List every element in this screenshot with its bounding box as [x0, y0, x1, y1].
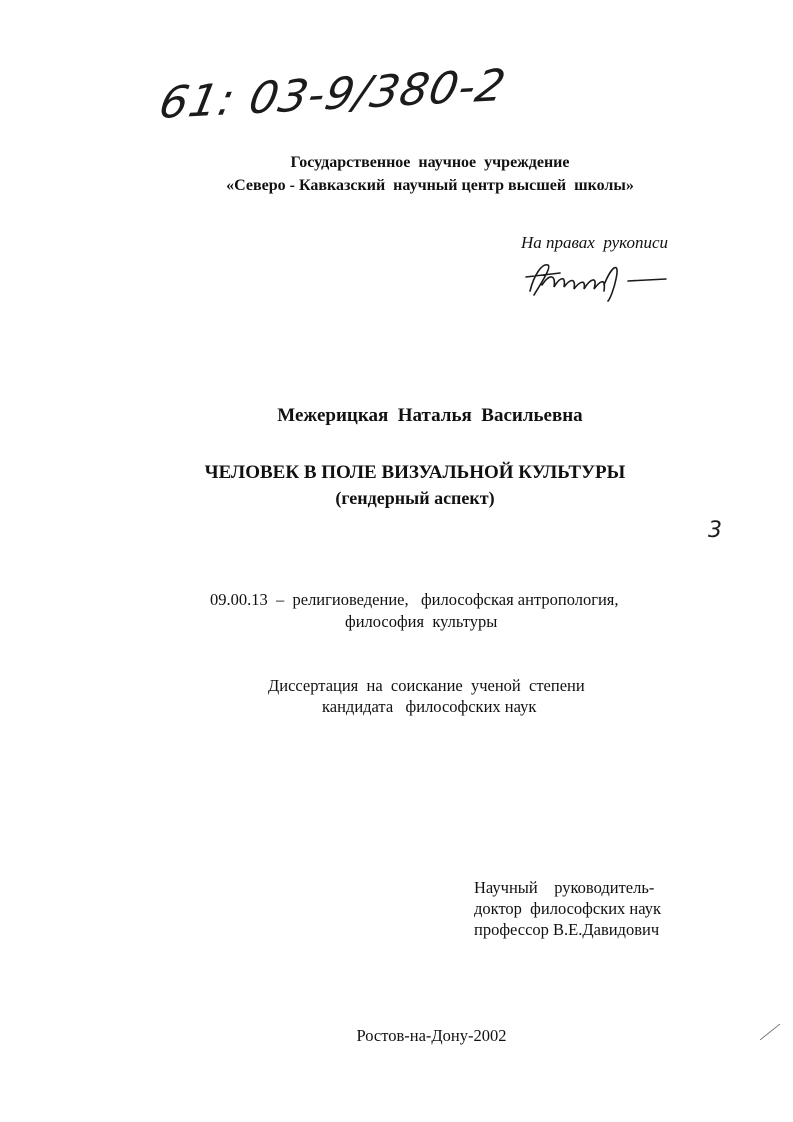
supervisor-degree: доктор философских наук [474, 899, 661, 918]
supervisor-role: Научный руководитель- [474, 878, 655, 897]
city-year: Ростов-на-Дону-2002 [356, 1026, 507, 1045]
specialty-code-line: 09.00.13 – религиоведение, философская антропология, [210, 590, 619, 609]
pencil-mark-icon [758, 1022, 782, 1042]
handwritten-page-mark: 3 [708, 518, 722, 543]
supervisor-name: профессор В.Е.Давидович [474, 920, 660, 939]
degree-field-line: кандидата философских наук [322, 697, 537, 716]
signature-icon [520, 255, 670, 305]
dissertation-title: ЧЕЛОВЕК В ПОЛЕ ВИЗУАЛЬНОЙ КУЛЬТУРЫ [204, 462, 626, 483]
institution-type: Государственное научное учреждение [290, 154, 570, 171]
author-name: Межерицкая Наталья Васильевна [277, 405, 583, 426]
specialty-name-line: философия культуры [345, 612, 498, 631]
degree-statement-line: Диссертация на соискание ученой степени [268, 676, 585, 695]
dissertation-subtitle: (гендерный аспект) [335, 488, 495, 508]
institution-name: «Северо - Кавказский научный центр высшей школы» [226, 177, 634, 194]
shelf-mark-handwritten: 61: 03-9/380-2 [154, 60, 511, 129]
manuscript-rights-label: На правах рукописи [521, 233, 669, 252]
